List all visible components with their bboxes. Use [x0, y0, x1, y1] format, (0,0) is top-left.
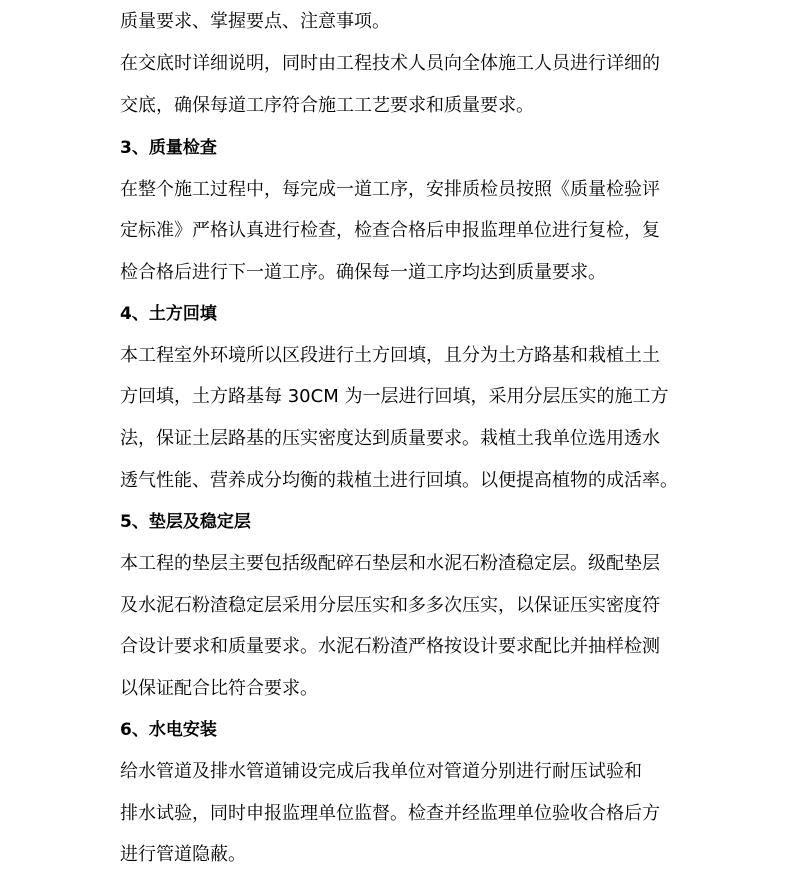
section-heading-cushion-stabilized-layer: 5、垫层及稳定层 — [120, 512, 251, 532]
paragraph-line: 以保证配合比符合要求。 — [120, 678, 318, 699]
paragraph-line: 及水泥石粉渣稳定层采用分层压实和多多次压实，以保证压实密度符 — [120, 595, 660, 616]
paragraph-line: 本工程室外环境所以区段进行土方回填，且分为土方路基和栽植土土 — [120, 345, 660, 366]
paragraph-line: 定标准》严格认真进行检查，检查合格后申报监理单位进行复检，复 — [120, 220, 660, 241]
paragraph-line: 法，保证土层路基的压实密度达到质量要求。栽植土我单位选用透水 — [120, 428, 660, 449]
section-heading-earth-backfill: 4、土方回填 — [120, 304, 217, 324]
paragraph-line: 交底，确保每道工序符合施工工艺要求和质量要求。 — [120, 95, 534, 116]
paragraph-line: 本工程的垫层主要包括级配碎石垫层和水泥石粉渣稳定层。级配垫层 — [120, 553, 660, 574]
section-heading-quality-check: 3、质量检查 — [120, 138, 217, 158]
paragraph-line: 检合格后进行下一道工序。确保每一道工序均达到质量要求。 — [120, 262, 606, 283]
paragraph-line: 质量要求、掌握要点、注意事项。 — [120, 11, 390, 32]
paragraph-line: 合设计要求和质量要求。水泥石粉渣严格按设计要求配比并抽样检测 — [120, 636, 660, 657]
paragraph-line: 排水试验，同时申报监理单位监督。检查并经监理单位验收合格后方 — [120, 803, 660, 824]
paragraph-line: 在整个施工过程中，每完成一道工序，安排质检员按照《质量检验评 — [120, 179, 660, 200]
paragraph-line: 在交底时详细说明，同时由工程技术人员向全体施工人员进行详细的 — [120, 53, 660, 74]
paragraph-line: 进行管道隐蔽。 — [120, 844, 246, 865]
paragraph-line: 给水管道及排水管道铺设完成后我单位对管道分别进行耐压试验和 — [120, 761, 642, 782]
paragraph-line: 方回填，土方路基每 30CM 为一层进行回填，采用分层压实的施工方 — [120, 386, 669, 407]
paragraph-line: 透气性能、营养成分均衡的栽植土进行回填。以便提高植物的成活率。 — [120, 470, 678, 491]
section-heading-water-electric-installation: 6、水电安装 — [120, 720, 217, 740]
